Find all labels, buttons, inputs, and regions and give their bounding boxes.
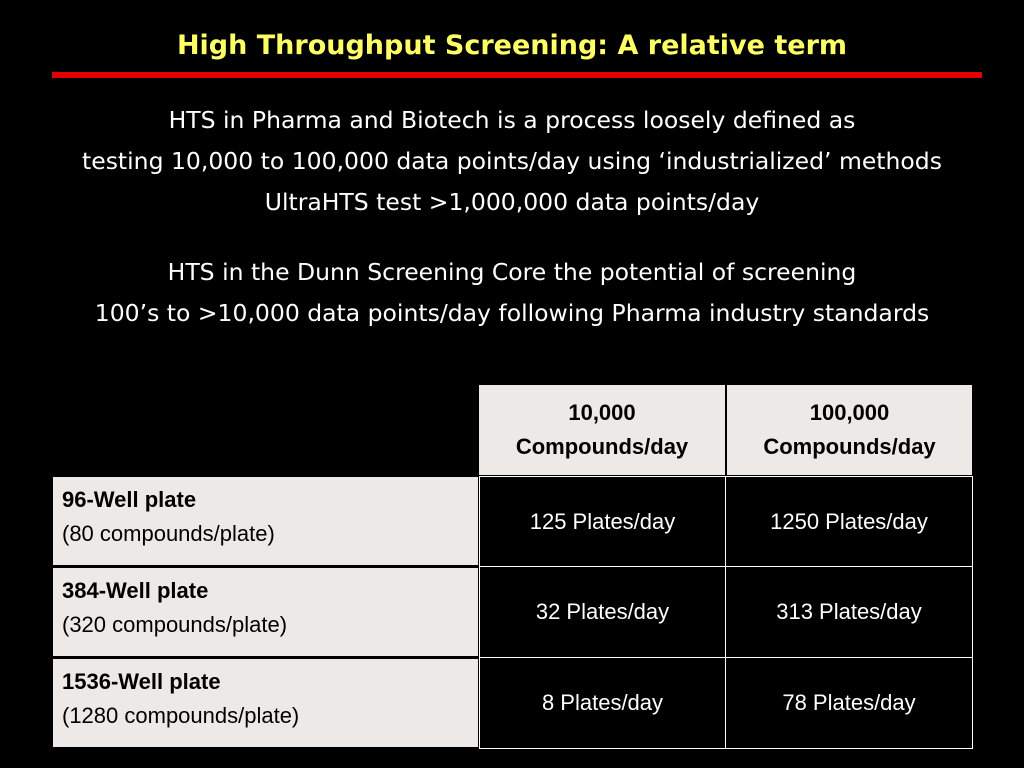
row-header-96-well-sub: (80 compounds/plate) (62, 521, 275, 546)
column-header-100000-line1: 100,000 (809, 400, 890, 425)
cell-1536-well-10000: 8 Plates/day (479, 657, 726, 749)
intro-paragraph (0, 100, 1024, 223)
row-header-384-well-sub: (320 compounds/plate) (62, 612, 288, 637)
cell-96-well-10000: 125 Plates/day (479, 476, 726, 567)
intro-line-2: testing 10,000 to 100,000 data points/day using ‘industrialized’ methods (82, 147, 942, 175)
dunn-paragraph (0, 252, 1024, 334)
dunn-line-2: 100’s to >10,000 data points/day following Pharma industry standards (94, 299, 930, 327)
row-header-384-well (53, 568, 478, 656)
cell-96-well-100000: 1250 Plates/day (725, 476, 973, 567)
column-header-10000 (479, 385, 725, 475)
column-header-100000 (727, 385, 972, 475)
page-title: High Throughput Screening: A relative term (176, 30, 848, 61)
cell-1536-well-100000: 78 Plates/day (725, 657, 973, 749)
title-divider (52, 72, 982, 78)
row-header-96-well (53, 477, 478, 565)
row-header-1536-well-sub: (1280 compounds/plate) (62, 703, 300, 728)
column-header-10000-line1: 10,000 (568, 400, 636, 425)
intro-line-3: UltraHTS test >1,000,000 data points/day (264, 188, 760, 216)
row-header-384-well-name: 384-Well plate (62, 578, 209, 603)
column-header-10000-line2: Compounds/day (515, 434, 689, 459)
cell-384-well-100000: 313 Plates/day (725, 566, 973, 658)
row-header-1536-well-name: 1536-Well plate (62, 669, 221, 694)
cell-384-well-10000: 32 Plates/day (479, 566, 726, 658)
dunn-line-1: HTS in the Dunn Screening Core the potential of screening (167, 258, 857, 286)
row-header-96-well-name: 96-Well plate (62, 487, 197, 512)
column-header-100000-line2: Compounds/day (763, 434, 936, 459)
row-header-1536-well (53, 659, 478, 747)
intro-line-1: HTS in Pharma and Biotech is a process loosely defined as (168, 106, 856, 134)
